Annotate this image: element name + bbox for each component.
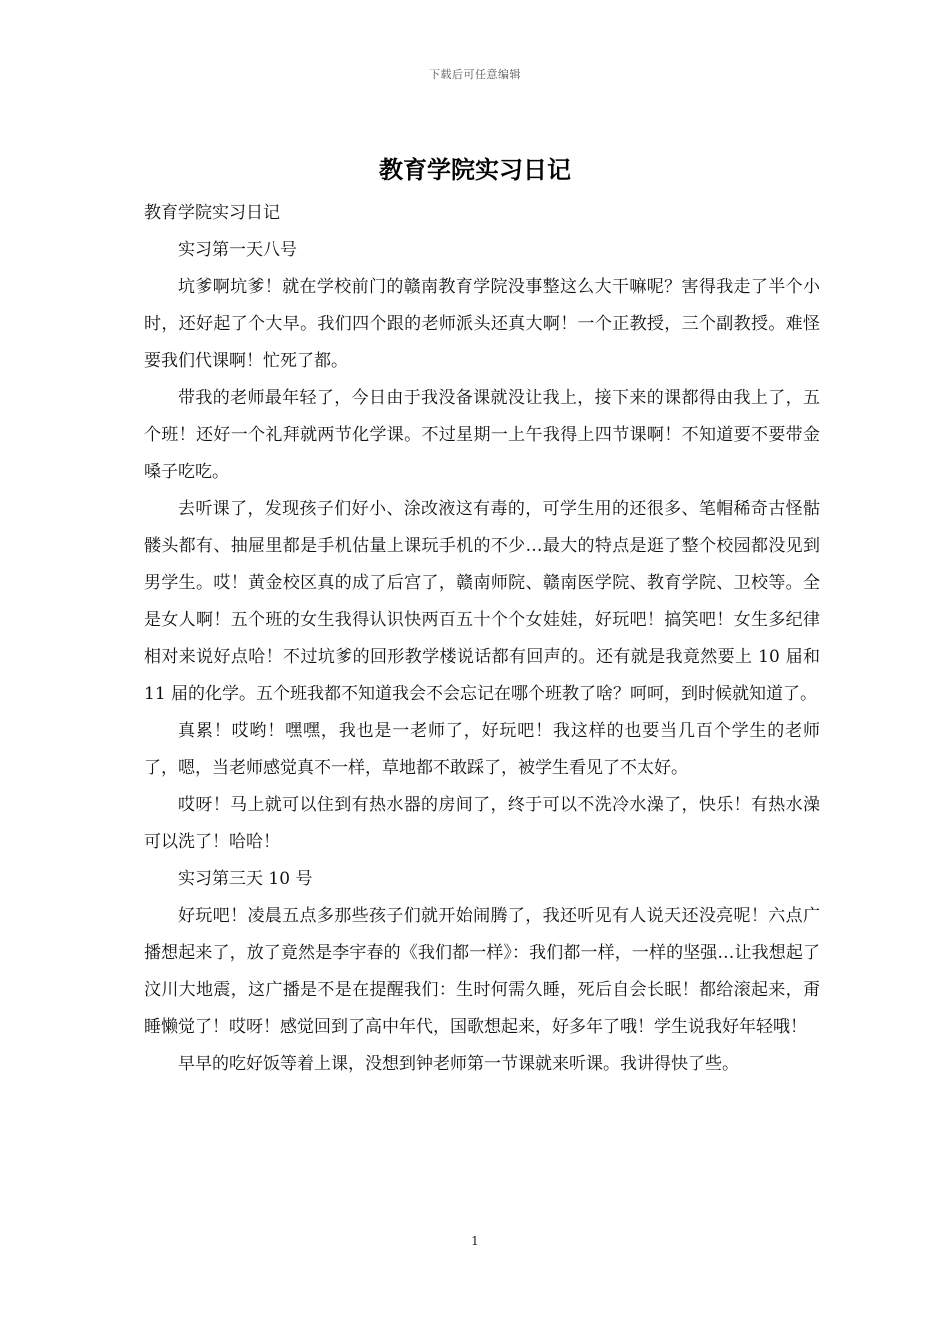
paragraph: 坑爹啊坑爹！就在学校前门的赣南教育学院没事整这么大干嘛呢？害得我走了半个小时，还好起了个大早。我们四个跟的老师派头还真大啊！一个正教授，三个副教授。难怪要我们代课啊！忙死了都。	[144, 277, 820, 371]
paragraph: 早早的吃好饭等着上课，没想到钟老师第一节课就来听课。我讲得快了些。	[178, 1054, 739, 1074]
document-body	[144, 195, 820, 1083]
header-note: 下载后可任意编辑	[429, 68, 521, 81]
paragraph: 真累！哎哟！嘿嘿，我也是一老师了，好玩吧！我这样的也要当几百个学生的老师了，嗯，当老师感觉真不一样，草地都不敢踩了，被学生看见了不太好。	[144, 721, 820, 778]
paragraph: 去听课了，发现孩子们好小、涂改液这有毒的，可学生用的还很多、笔帽稀奇古怪骷髅头都有、抽屉里都是手机估量上课玩手机的不少…最大的特点是逛了整个校园都没见到男学生。哎！黄金校区真的成了后宫了，赣南师院、赣南医学院、教育学院、卫校等。全是女人啊！五个班的女生我得认识快两百五十个个女娃娃，好玩吧！搞笑吧！女生多纪律相对来说好点哈！不过坑爹的回形教学楼说话都有回声的。还有就是我竟然要上 10 届和 11 届的化学。五个班我都不知道我会不会忘记在哪个班教了啥？呵呵，到时候就知道了。	[144, 499, 820, 704]
paragraph: 带我的老师最年轻了，今日由于我没备课就没让我上，接下来的课都得由我上了，五个班！还好一个礼拜就两节化学课。不过星期一上午我得上四节课啊！不知道要不要带金嗓子吃吃。	[144, 388, 820, 482]
paragraph: 好玩吧！凌晨五点多那些孩子们就开始闹腾了，我还听见有人说天还没亮呢！六点广播想起来了，放了竟然是李宇春的《我们都一样》：我们都一样，一样的坚强…让我想起了汶川大地震，这广播是不是在提醒我们：生时何需久睡，死后自会长眠！都给滚起来，甭睡懒觉了！哎呀！感觉回到了高中年代，国歌想起来，好多年了哦！学生说我好年轻哦！	[144, 906, 820, 1037]
paragraph-subtitle: 教育学院实习日记	[144, 203, 280, 223]
paragraph-day-one-heading: 实习第一天八号	[178, 240, 297, 260]
page-number: 1	[471, 1234, 479, 1248]
paragraph-day-three-heading: 实习第三天 10 号	[178, 869, 313, 889]
paragraph: 哎呀！马上就可以住到有热水器的房间了，终于可以不洗冷水澡了，快乐！有热水澡可以洗了！哈哈！	[144, 795, 820, 852]
document-title: 教育学院实习日记	[379, 155, 571, 184]
